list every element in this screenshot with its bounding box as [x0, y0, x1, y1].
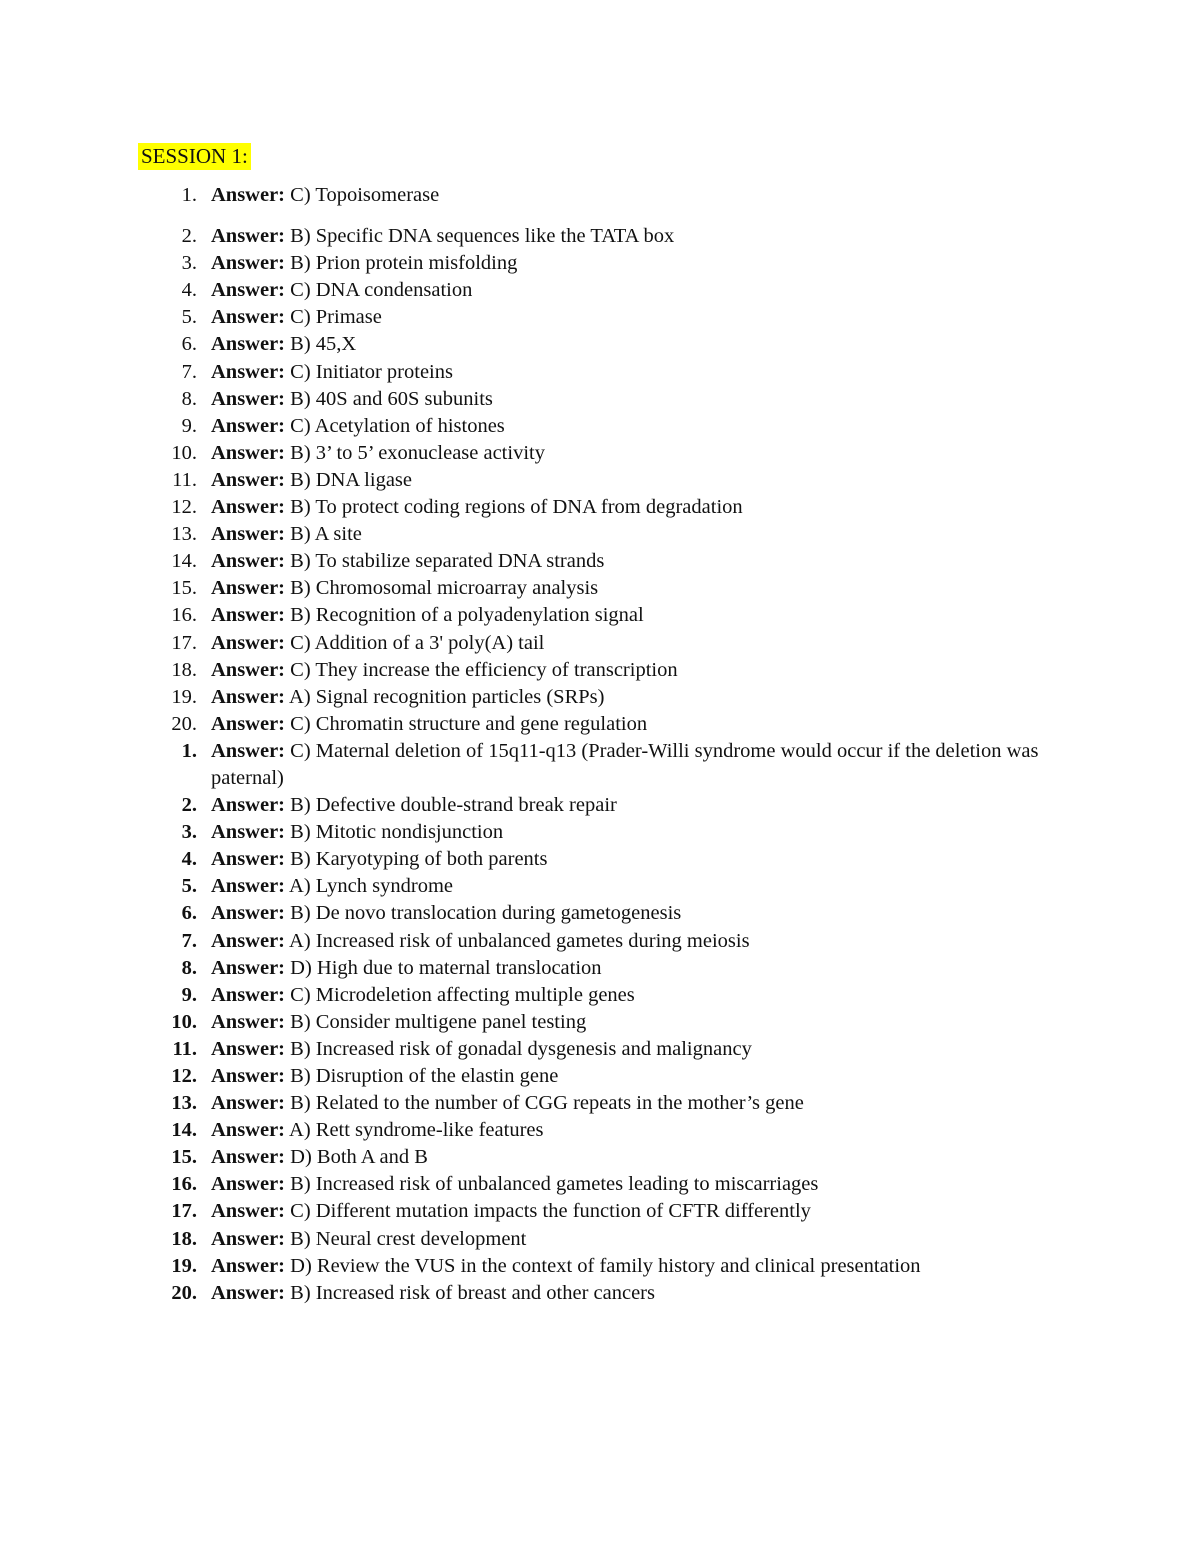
- answer-label: Answer:: [211, 956, 286, 979]
- answer-text: B) Increased risk of unbalanced gametes leading to miscarriages: [290, 1173, 819, 1196]
- answer-number: 11.: [172, 1037, 197, 1060]
- answer-number: 15.: [171, 1146, 197, 1169]
- answer-number: 20.: [171, 1281, 197, 1304]
- answer-label: Answer:: [211, 577, 286, 600]
- answer-item: [0, 277, 1071, 304]
- answer-text: B) A site: [290, 523, 362, 546]
- answer-label: Answer:: [211, 658, 286, 681]
- answer-text: B) Disruption of the elastin gene: [290, 1065, 559, 1087]
- answer-item: [0, 1063, 1071, 1090]
- answer-text: C) Different mutation impacts the function of CFTR differently: [290, 1200, 811, 1223]
- answer-number: 4.: [181, 848, 197, 871]
- answer-number: 1.: [181, 739, 197, 762]
- answer-text: B) Mitotic nondisjunction: [290, 821, 504, 844]
- answer-item: [0, 738, 1071, 792]
- answer-label: Answer:: [211, 983, 286, 1006]
- answer-item: [0, 467, 1071, 494]
- answer-text: B) De novo translocation during gametogenesis: [290, 902, 682, 925]
- answer-text: C) Chromatin structure and gene regulation: [290, 712, 648, 735]
- answer-text: B) Specific DNA sequences like the TATA box: [290, 225, 675, 248]
- answer-label: Answer:: [211, 875, 286, 898]
- answer-label: Answer:: [211, 929, 286, 952]
- answer-text: B) Chromosomal microarray analysis: [290, 577, 599, 600]
- answer-number: 16.: [171, 1173, 197, 1196]
- answer-label: Answer:: [211, 441, 286, 464]
- answer-label: Answer:: [211, 1037, 286, 1060]
- answer-item: [0, 792, 1071, 819]
- answer-label: Answer:: [211, 604, 286, 627]
- answer-number: 8.: [181, 387, 197, 410]
- answer-label: Answer:: [211, 279, 286, 302]
- answer-label: Answer:: [211, 1254, 286, 1277]
- answer-item: [0, 386, 1071, 413]
- answer-item: [0, 1198, 1071, 1225]
- answer-number: 14.: [171, 1119, 197, 1142]
- answer-item: [0, 873, 1071, 900]
- answer-item: [0, 548, 1071, 575]
- answer-number: 2.: [181, 225, 197, 248]
- answer-number: 7.: [181, 360, 197, 383]
- answer-number: 9.: [181, 983, 197, 1006]
- answer-label: Answer:: [211, 794, 286, 817]
- answer-item: [0, 1280, 1071, 1307]
- answer-item: [0, 1253, 1071, 1280]
- answer-item: [0, 440, 1071, 467]
- answer-label: Answer:: [211, 821, 286, 844]
- answer-item: [0, 684, 1071, 711]
- answer-item: [0, 846, 1071, 873]
- answer-number: 12.: [171, 1065, 197, 1087]
- answer-item: [0, 575, 1071, 602]
- answer-item: [0, 711, 1071, 738]
- answer-item: [0, 1144, 1071, 1171]
- answer-text: B) Related to the number of CGG repeats in the mother’s gene: [290, 1092, 804, 1115]
- answer-item: [0, 521, 1071, 548]
- answer-item: [0, 630, 1071, 657]
- answer-item: [0, 900, 1071, 927]
- answer-item: [0, 331, 1071, 358]
- answer-label: Answer:: [211, 1173, 286, 1196]
- answer-number: 4.: [181, 279, 197, 302]
- answer-text: A) Signal recognition particles (SRPs): [289, 685, 605, 708]
- answer-label: Answer:: [211, 414, 286, 437]
- answer-number: 7.: [181, 929, 197, 952]
- answer-text: C) Addition of a 3' poly(A) tail: [290, 631, 545, 654]
- answer-text: D) Both A and B: [290, 1146, 428, 1169]
- answer-label: Answer:: [211, 387, 286, 410]
- answer-item: [0, 819, 1071, 846]
- answer-number: 13.: [171, 523, 197, 546]
- answer-number: 10.: [171, 1010, 197, 1033]
- answer-text: A) Increased risk of unbalanced gametes during meiosis: [289, 929, 750, 952]
- answer-item: [0, 982, 1071, 1009]
- answer-number: 16.: [171, 604, 197, 627]
- answer-number: 19.: [171, 1254, 197, 1277]
- answer-label: Answer:: [211, 1065, 286, 1087]
- answer-number: 6.: [181, 333, 197, 356]
- answer-text: D) High due to maternal translocation: [290, 956, 602, 979]
- answer-item: [0, 1117, 1071, 1144]
- answer-text: B) DNA ligase: [290, 468, 412, 491]
- answer-number: 17.: [171, 631, 197, 654]
- answer-label: Answer:: [211, 1281, 286, 1304]
- answer-label: Answer:: [211, 468, 286, 491]
- answer-item: [0, 494, 1071, 521]
- answer-label: Answer:: [211, 252, 286, 275]
- answer-number: 15.: [171, 577, 197, 600]
- answer-number: 3.: [181, 252, 197, 275]
- answer-item: [0, 1036, 1071, 1063]
- answer-number: 12.: [171, 496, 197, 519]
- answer-number: 5.: [181, 306, 197, 329]
- answer-label: Answer:: [211, 360, 286, 383]
- answer-text: C) Acetylation of histones: [290, 414, 505, 437]
- answer-label: Answer:: [211, 333, 286, 356]
- answer-text: B) Neural crest development: [290, 1227, 527, 1250]
- answer-item: [0, 657, 1071, 684]
- answer-label: Answer:: [211, 902, 286, 925]
- answer-text: A) Lynch syndrome: [289, 875, 453, 898]
- answer-label: Answer:: [211, 523, 286, 546]
- answer-item: [0, 413, 1071, 440]
- answer-number: 11.: [172, 468, 197, 491]
- answer-label: Answer:: [211, 631, 286, 654]
- answer-item: [0, 304, 1071, 331]
- answer-label: Answer:: [211, 550, 286, 573]
- answer-item: [0, 1009, 1071, 1036]
- answer-number: 20.: [171, 712, 197, 735]
- answer-label: Answer:: [211, 1092, 286, 1115]
- answer-item: [0, 1090, 1071, 1117]
- answer-label: Answer:: [211, 685, 286, 708]
- answer-text: C) Topoisomerase: [290, 184, 440, 206]
- answer-text: B) Increased risk of gonadal dysgenesis and malignancy: [290, 1037, 752, 1060]
- answer-item: [0, 182, 1071, 209]
- answer-number: 5.: [181, 875, 197, 898]
- answer-text: B) Karyotyping of both parents: [290, 848, 548, 871]
- answer-number: 8.: [181, 956, 197, 979]
- answer-label: Answer:: [211, 712, 286, 735]
- answer-number: 19.: [171, 685, 197, 708]
- answer-item: [0, 955, 1071, 982]
- answer-text: D) Review the VUS in the context of family history and clinical presentation: [290, 1254, 921, 1277]
- answer-text: C) Initiator proteins: [290, 360, 453, 383]
- answer-label: Answer:: [211, 1119, 286, 1142]
- answer-text: B) To stabilize separated DNA strands: [290, 550, 605, 573]
- answer-text: B) Increased risk of breast and other cancers: [290, 1281, 655, 1304]
- answer-text: B) Prion protein misfolding: [290, 252, 518, 275]
- session-title: SESSION 1:: [138, 143, 251, 170]
- answer-label: Answer:: [211, 848, 286, 871]
- answer-text: A) Rett syndrome-like features: [289, 1119, 544, 1142]
- answer-text: C) DNA condensation: [290, 279, 473, 302]
- answer-text: C) Microdeletion affecting multiple genes: [290, 983, 635, 1006]
- answer-label: Answer:: [211, 1146, 286, 1169]
- answer-label: Answer:: [211, 496, 286, 519]
- answer-number: 6.: [181, 902, 197, 925]
- answer-number: 17.: [171, 1200, 197, 1223]
- answer-text: B) Recognition of a polyadenylation signal: [290, 604, 644, 627]
- answer-item: [0, 602, 1071, 629]
- answer-number: 18.: [171, 658, 197, 681]
- answer-text: C) Maternal deletion of 15q11-q13 (Prader-Willi syndrome would occur if the deletion was paternal): [211, 739, 1039, 789]
- answer-item: [0, 359, 1071, 386]
- answer-label: Answer:: [211, 1010, 286, 1033]
- answer-item: [0, 250, 1071, 277]
- answer-number: 13.: [171, 1092, 197, 1115]
- answer-text: B) Consider multigene panel testing: [290, 1010, 587, 1033]
- answer-number: 14.: [171, 550, 197, 573]
- answer-label: Answer:: [211, 225, 286, 248]
- answer-text: C) They increase the efficiency of transcription: [290, 658, 678, 681]
- answer-text: B) 3’ to 5’ exonuclease activity: [290, 441, 545, 464]
- answer-label: Answer:: [211, 1200, 286, 1223]
- answer-list: [0, 182, 1200, 1307]
- answer-label: Answer:: [211, 1227, 286, 1250]
- answer-number: 18.: [171, 1227, 197, 1250]
- answer-text: B) 40S and 60S subunits: [290, 387, 493, 410]
- answer-item: [0, 928, 1071, 955]
- answer-item: [0, 1226, 1071, 1253]
- answer-text: B) Defective double-strand break repair: [290, 794, 617, 817]
- answer-item: [0, 1171, 1071, 1198]
- answer-label: Answer:: [211, 739, 286, 762]
- answer-number: 3.: [181, 821, 197, 844]
- answer-item: [0, 223, 1071, 250]
- answer-text: B) To protect coding regions of DNA from degradation: [290, 496, 743, 519]
- answer-label: Answer:: [211, 306, 286, 329]
- answer-number: 9.: [181, 414, 197, 437]
- answer-text: C) Primase: [290, 306, 382, 329]
- answer-label: Answer:: [211, 184, 286, 206]
- answer-text: B) 45,X: [290, 333, 357, 356]
- answer-number: 1.: [181, 184, 197, 206]
- answer-number: 10.: [171, 441, 197, 464]
- answer-number: 2.: [181, 794, 197, 817]
